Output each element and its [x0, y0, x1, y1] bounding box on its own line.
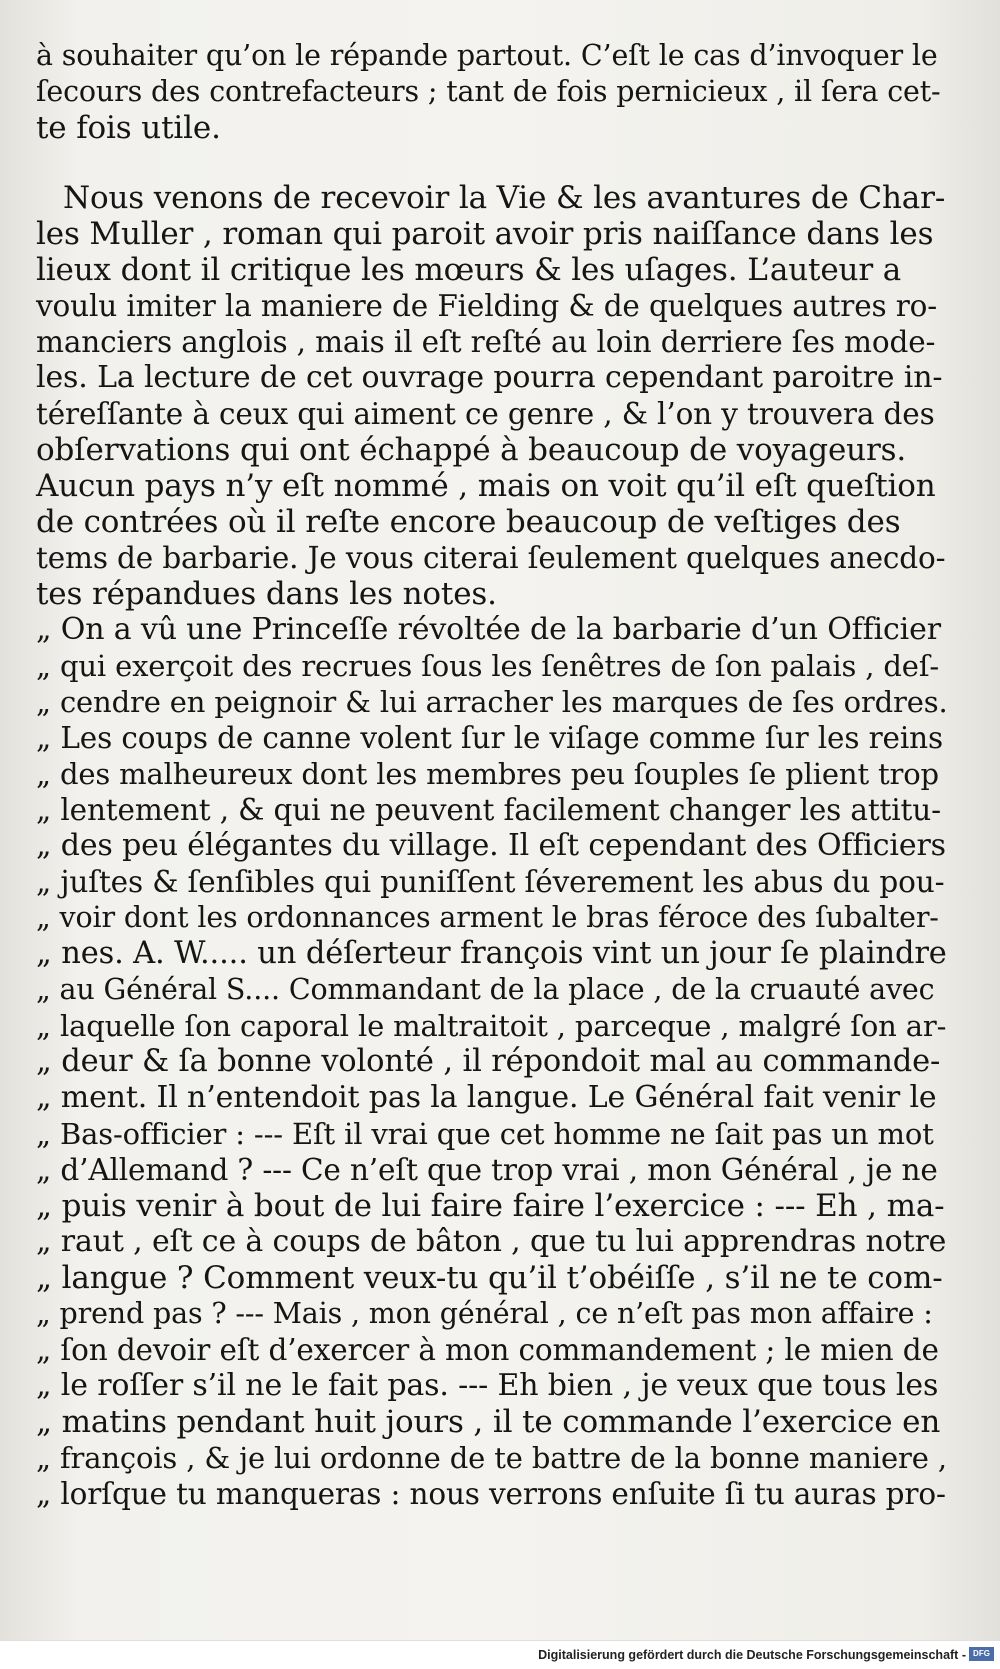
text-line: tes répandues dans les notes. — [36, 576, 497, 612]
quote-line: „ ment. Il n’entendoit pas la langue. Le Général fait venir le — [36, 1080, 937, 1115]
text-line: à souhaiter qu’on le répande partout. C’eſt le cas d’invoquer le — [36, 39, 938, 72]
quote-line: „ des peu élégantes du village. Il eſt cependant des Officiers — [36, 828, 946, 863]
quote-line: „ lorſque tu manqueras : nous verrons enſuite ſi tu auras pro- — [36, 1477, 946, 1511]
text-line: voulu imiter la maniere de Fielding & de quelques autres ro- — [36, 289, 938, 323]
text-line: Nous venons de recevoir la Vie & les avantures de Char- — [63, 180, 946, 216]
quote-line: „ lentement , & qui ne peuvent facilement changer les attitu- — [36, 793, 941, 827]
text-line: ſecours des contrefacteurs ; tant de fois pernicieux , il ſera cet- — [36, 75, 941, 108]
page-text — [36, 38, 948, 1512]
quote-line: „ cendre en peignoir & lui arracher les marques de ſes ordres. — [36, 685, 948, 719]
quote-line: „ au Général S.... Commandant de la place , de la cruauté avec — [36, 973, 935, 1006]
quote-line: „ On a vû une Princeſſe révoltée de la barbarie d’un Officier — [36, 612, 941, 647]
text-line: les. La lecture de cet ouvrage pourra cependant paroitre in- — [36, 360, 943, 395]
text-line: Aucun pays n’y eſt nommé , mais on voit qu’il eſt queſtion — [36, 468, 936, 504]
quote-line: „ laquelle ſon caporal le maltraitoit , parceque , malgré ſon ar- — [36, 1009, 947, 1043]
dfg-logo-icon: DFG — [969, 1647, 994, 1661]
quote-line: „ nes. A. W..... un déſerteur françois vint un jour ſe plaindre — [36, 936, 947, 971]
text-line: les Muller , roman qui paroit avoir pris naiſſance dans les — [36, 216, 934, 252]
quote-line: „ Les coups de canne volent ſur le viſage comme ſur les reins — [36, 721, 943, 755]
quote-line: „ raut , eſt ce à coups de bâton , que tu lui apprendras notre — [36, 1224, 947, 1259]
quote-line: „ d’Allemand ? --- Ce n’eſt que trop vrai , mon Général , je ne — [36, 1153, 938, 1187]
text-line: manciers anglois , mais il eſt reſté au loin derriere ſes mode- — [36, 325, 936, 359]
quote-line: „ puis venir à bout de lui faire faire l’exercice : --- Eh , ma- — [36, 1188, 945, 1224]
quote-line: „ matins pendant huit jours , il te commande l’exercice en — [36, 1404, 941, 1440]
digitization-footer — [0, 1640, 1000, 1669]
footer-credit-text: Digitalisierung gefördert durch die Deutsche Forschungsgemeinschaft - — [538, 1648, 966, 1662]
text-line: tems de barbarie. Je vous citerai ſeulement quelques anecdo- — [36, 541, 946, 575]
paragraph-gap — [36, 146, 948, 180]
quote-line: „ ſon devoir eſt d’exercer à mon commandement ; le mien de — [36, 1333, 939, 1367]
quote-line: „ qui exerçoit des recrues ſous les ſenêtres de ſon palais , deſ- — [36, 649, 940, 683]
quote-line: „ prend pas ? --- Mais , mon général , ce n’eſt pas mon affaire : — [36, 1297, 933, 1330]
text-line: te fois utile. — [36, 110, 221, 146]
quote-line: „ voir dont les ordonnances arment le bras féroce des ſubalter- — [36, 901, 939, 934]
text-line: de contrées où il reſte encore beaucoup de veſtiges des — [36, 504, 901, 540]
quote-line: „ le roſſer s’il ne le fait pas. --- Eh bien , je veux que tous les — [36, 1368, 939, 1403]
quote-line: „ Bas-officier : --- Eſt il vrai que cet homme ne ſait pas un mot — [36, 1117, 934, 1151]
quote-line: „ juſtes & ſenſibles qui puniſſent ſéverement les abus du pou- — [36, 865, 945, 899]
quote-line: „ deur & ſa bonne volonté , il répondoit mal au commande- — [36, 1044, 941, 1079]
text-line: obſervations qui ont échappé à beaucoup de voyageurs. — [36, 432, 907, 468]
quote-line: „ langue ? Comment veux-tu qu’il t’obéiſſe , s’il ne te com- — [36, 1260, 943, 1296]
text-line: lieux dont il critique les mœurs & les uſages. L’auteur a — [36, 252, 902, 288]
quote-line: „ françois , & je lui ordonne de te battre de la bonne maniere , — [36, 1441, 947, 1475]
text-line: téreſſante à ceux qui aiment ce genre , & l’on y trouvera des — [36, 397, 935, 431]
quote-line: „ des malheureux dont les membres peu ſouples ſe plient trop — [36, 757, 939, 791]
